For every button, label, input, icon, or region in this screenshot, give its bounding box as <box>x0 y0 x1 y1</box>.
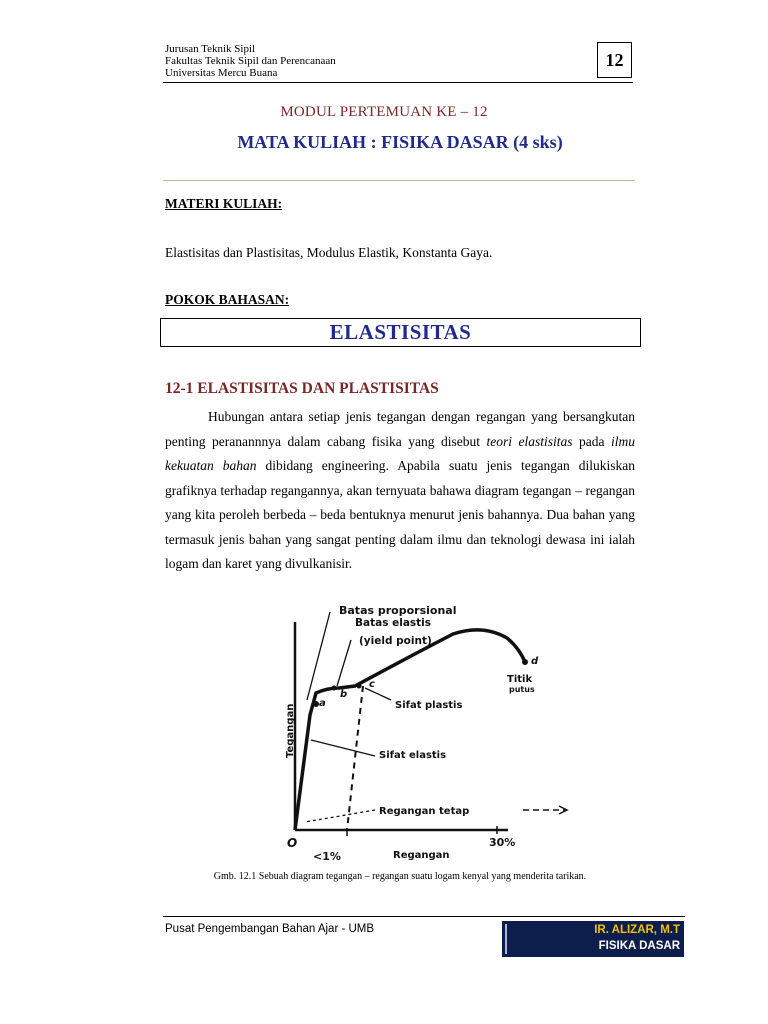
label-titik: Titik <box>507 674 533 685</box>
course-title: MATA KULIAH : FISIKA DASAR (4 sks) <box>237 132 563 152</box>
term-teori-elastisitas: teori elastisitas <box>486 433 573 449</box>
modul-title: MODUL PERTEMUAN KE – 12 <box>280 104 488 120</box>
y-axis-label: Tegangan <box>285 703 296 758</box>
term-ilmu-kekuatan-bahan: ilmu kekuatan bahan <box>165 433 635 473</box>
header-faculty: Fakultas Teknik Sipil dan Perencanaan <box>165 55 336 67</box>
point-b-marker <box>332 686 337 691</box>
x-axis-label: Regangan <box>393 850 450 861</box>
body-paragraph <box>165 405 635 577</box>
materi-label: MATERI KULIAH: <box>165 196 283 211</box>
point-d-marker <box>522 659 528 665</box>
paragraph-text-3: dibidang engineering. Apabila suatu jenis tegangan dilukiskan grafiknya terhadap regangannya, akan ternyuata bahawa diagram tegangan – regangan yang kita peroleh berbeda – beda bentuknya menurut jenis bahannya. Dua bahan yang termasuk jenis bahan yang sangat penting dalam ilmu dan teknologi dewasa ini ialah logam dan karet yang divulkanisir. <box>165 458 635 571</box>
section-heading: 12-1 ELASTISITAS DAN PLASTISITAS <box>165 380 439 397</box>
figure-caption: Gmb. 12.1 Sebuah diagram tegangan – regangan suatu logam kenyal yang menderita tarikan. <box>213 871 587 882</box>
materi-text: Elastisitas dan Plastisitas, Modulus Elastik, Konstanta Gaya. <box>165 245 493 260</box>
point-a-label: a <box>319 698 326 709</box>
topic-box <box>160 318 641 347</box>
stress-strain-curve <box>295 630 525 830</box>
leader-regangan-tetap <box>305 810 375 822</box>
label-batas-proporsional: Batas proporsional <box>339 604 457 617</box>
title-separator <box>163 180 635 181</box>
label-batas-elastis: Batas elastis <box>355 617 432 629</box>
point-c-label: c <box>369 679 375 690</box>
unloading-line <box>347 686 363 830</box>
point-d-label: d <box>531 656 539 667</box>
header-university: Universitas Mercu Buana <box>165 67 278 79</box>
footer-course: FISIKA DASAR <box>598 940 680 952</box>
tick-label-small: <1% <box>313 850 341 863</box>
leader-batas-elastis <box>337 640 351 686</box>
point-b-label: b <box>340 689 348 700</box>
stress-strain-diagram <box>283 600 583 868</box>
label-putus: putus <box>509 685 535 694</box>
footer-author-box <box>502 921 684 957</box>
label-sifat-plastis: Sifat plastis <box>395 700 463 711</box>
footer-rule <box>163 916 685 917</box>
footer-author: IR. ALIZAR, M.T <box>594 924 680 936</box>
page-number-box: 12 <box>597 42 632 78</box>
leader-batas-proporsional <box>307 612 330 700</box>
header-department: Jurusan Teknik Sipil <box>165 43 256 55</box>
paragraph-text-2: pada <box>572 433 611 449</box>
pokok-label: POKOK BAHASAN: <box>165 292 290 307</box>
origin-label: O <box>287 836 298 850</box>
footer-accent-bar <box>505 924 507 954</box>
point-c-marker <box>357 684 362 689</box>
paragraph-text-1: Hubungan antara setiap jenis tegangan dengan regangan yang bersangkutan penting peranannnya dalam cabang fisika yang disebut <box>165 409 635 449</box>
topic-title: ELASTISITAS <box>329 320 472 344</box>
label-regangan-tetap: Regangan tetap <box>379 806 470 817</box>
label-yield-point: (yield point) <box>359 635 432 647</box>
footer-left-text: Pusat Pengembangan Bahan Ajar - UMB <box>165 923 375 935</box>
leader-sifat-elastis <box>311 740 375 756</box>
header-rule <box>163 82 633 83</box>
tick-label-30: 30% <box>489 836 516 849</box>
label-sifat-elastis: Sifat elastis <box>379 750 447 761</box>
